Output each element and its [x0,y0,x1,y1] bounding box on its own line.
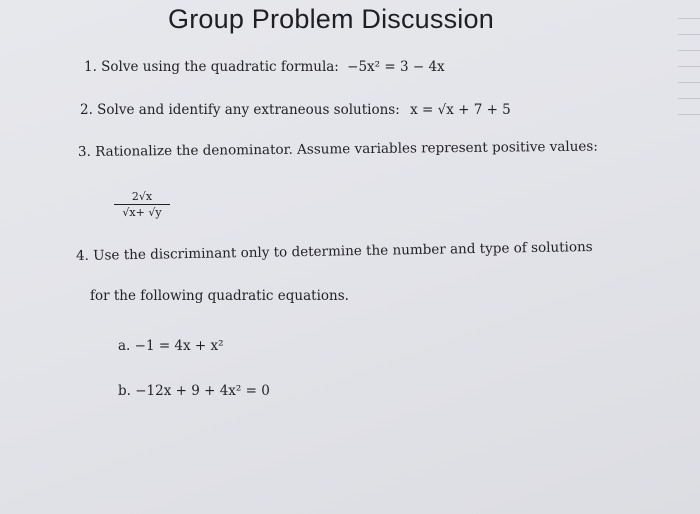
problem-1-text: 1. Solve using the quadratic formula: [84,59,339,75]
problem-3-fraction [114,190,170,219]
problem-4-line1 [76,239,593,264]
edge-line [678,50,700,51]
fraction-denominator: √x+ √y [122,206,162,219]
problem-4b: b. −12x + 9 + 4x² = 0 [118,383,270,399]
problem-3 [78,139,598,160]
problem-4-text: 4. Use the discriminant only to determine the number and type of solutions [75,238,593,264]
edge-line [678,98,700,99]
problem-1-equation: −5x² = 3 − 4x [347,59,445,75]
edge-line [678,114,700,115]
problem-2-text: 2. Solve and identify any extraneous solutions: [80,102,400,118]
problem-2-equation: x = √x + 7 + 5 [410,102,511,118]
edge-line [678,66,700,67]
problem-1 [84,59,445,75]
edge-line [678,18,700,19]
problem-3-text: 3. Rationalize the denominator. Assume variables represent positive values: [77,138,598,160]
edge-line [678,34,700,35]
problem-2 [80,102,511,118]
notebook-edge [670,0,700,130]
page-title: Group Problem Discussion [168,4,494,34]
problem-4-line2 [90,288,349,304]
problem-4a: a. −1 = 4x + x² [118,338,224,354]
problem-4-text-cont: for the following quadratic equations. [90,288,349,304]
fraction-numerator: 2√x [131,190,153,203]
edge-line [678,82,700,83]
